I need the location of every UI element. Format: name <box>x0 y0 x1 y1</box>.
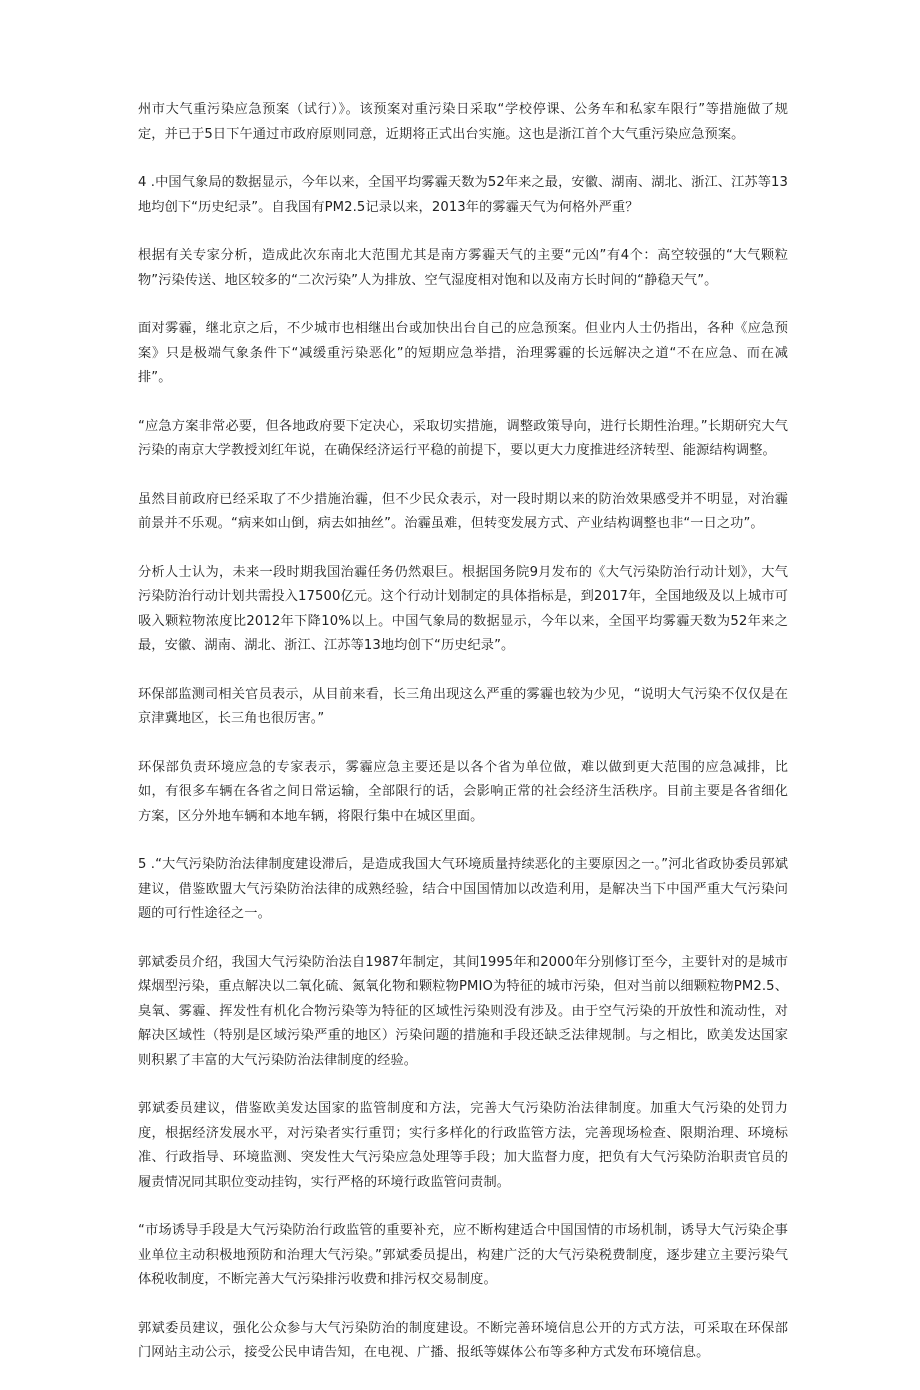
paragraph-action-plan: 分析人士认为，未来一段时期我国治霾任务仍然艰巨。根据国务院9月发布的《大气污染防治行动计划》，大气污染防治行动计划共需投入17500亿元。这个行动计划制定的具体指标是，到2017年，全国地级及以上城市可吸入颗粒物浓度比2012年下降10%以上。中国气象局的数据显示，今年以来，全国平均雾霾天数为52年来之最，安徽、湖南、湖北、浙江、江苏等13地均创下“历史纪录”。 <box>138 564 788 653</box>
paragraph-emergency-expert: 环保部负责环境应急的专家表示，雾霾应急主要还是以各个省为单位做，难以做到更大范围的应急减排，比如，有很多车辆在各省之间日常运输，全部限行的话，会影响正常的社会经济生活秩序。目前主要是各省细化方案，区分外地车辆和本地车辆，将限行集中在城区里面。 <box>138 759 788 824</box>
paragraph-expert-analysis: 根据有关专家分析，造成此次东南北大范围尤其是南方雾霾天气的主要“元凶”有4个：高空较强的“大气颗粒物”污染传送、地区较多的“二次污染”人为排放、空气湿度相对饱和以及南方长时间的“静稳天气”。 <box>138 248 788 288</box>
paragraph-monitoring-official: 环保部监测司相关官员表示，从目前来看，长三角出现这么严重的雾霾也较为少见，“说明大气污染不仅仅是在京津冀地区，长三角也很厉害。” <box>138 686 788 726</box>
paragraph-quote-liu-hongnian: “应急方案非常必要，但各地政府要下定决心，采取切实措施，调整政策导向，进行长期性治理。”长期研究大气污染的南京大学教授刘红年说，在确保经济运行平稳的前提下，要以更大力度推进经济转型、能源结构调整。 <box>138 418 788 458</box>
paragraph-market-mechanism: “市场诱导手段是大气污染防治行政监管的重要补充，应不断构建适合中国国情的市场机制，诱导大气污染企事业单位主动积极地预防和治理大气污染。”郭斌委员提出，构建广泛的大气污染税费制度，逐步建立主要污染气体税收制度，不断完善大气污染排污收费和排污权交易制度。 <box>138 1223 788 1287</box>
document-body <box>138 98 788 1390</box>
paragraph-public-participation: 郭斌委员建议，强化公众参与大气污染防治的制度建设。不断完善环境信息公开的方式方法，可采取在环保部门网站主动公示，接受公民申请告知，在电视、广播、报纸等媒体公布等多种方式发布环境信息。 <box>138 1320 788 1360</box>
paragraph-law-history: 郭斌委员介绍，我国大气污染防治法自1987年制定，其间1995年和2000年分别修订至今，主要针对的是城市煤烟型污染，重点解决以二氧化硫、氮氧化物和颗粒物PMIO为特征的城市污染，但对当前以细颗粒物PM2.5、臭氧、雾霾、挥发性有机化合物污染等为特征的区域性污染则没有涉及。由于空气污染的开放性和流动性，对解决区域性（特别是区域污染严重的地区）污染问题的措施和手段还缺乏法律规制。与之相比，欧美发达国家则积累了丰富的大气污染防治法律制度的经验。 <box>138 954 788 1068</box>
paragraph-item-5: 5 .“大气污染防治法律制度建设滞后，是造成我国大气环境质量持续恶化的主要原因之一。”河北省政协委员郭斌建议，借鉴欧盟大气污染防治法律的成熟经验，结合中国国情加以改造利用，是解决当下中国严重大气污染问题的可行性途径之一。 <box>138 857 788 921</box>
paragraph-public-opinion: 虽然目前政府已经采取了不少措施治霾，但不少民众表示，对一段时期以来的防治效果感受并不明显，对治霾前景并不乐观。“病来如山倒，病去如抽丝”。治霾虽难，但转变发展方式、产业结构调整也非“一日之功”。 <box>138 491 788 531</box>
paragraph-continuation: 州市大气重污染应急预案（试行）》。该预案对重污染日采取“学校停课、公务车和私家车限行”等措施做了规定，并已于5日下午通过市政府原则同意，近期将正式出台实施。这也是浙江首个大气重污染应急预案。 <box>138 102 788 142</box>
paragraph-item-4: 4 .中国气象局的数据显示，今年以来，全国平均雾霾天数为52年来之最，安徽、湖南、湖北、浙江、江苏等13地均创下“历史纪录”。自我国有PM2.5记录以来，2013年的雾霾天气为何格外严重？ <box>138 175 788 215</box>
paragraph-regulation-proposal: 郭斌委员建议，借鉴欧美发达国家的监管制度和方法，完善大气污染防治法律制度。加重大气污染的处罚力度，根据经济发展水平，对污染者实行重罚；实行多样化的行政监管方法，完善现场检查、限期治理、环境标准、行政指导、环境监测、突发性大气污染应急处理等手段；加大监督力度，把负有大气污染防治职责官员的履责情况同其职位变动挂钩，实行严格的环境行政监管问责制。 <box>138 1101 788 1190</box>
paragraph-emergency-plans: 面对雾霾，继北京之后，不少城市也相继出台或加快出台自己的应急预案。但业内人士仍指出，各种《应急预案》只是极端气象条件下“减缓重污染恶化”的短期应急举措，治理雾霾的长远解决之道“不在应急、而在减排”。 <box>138 321 788 385</box>
